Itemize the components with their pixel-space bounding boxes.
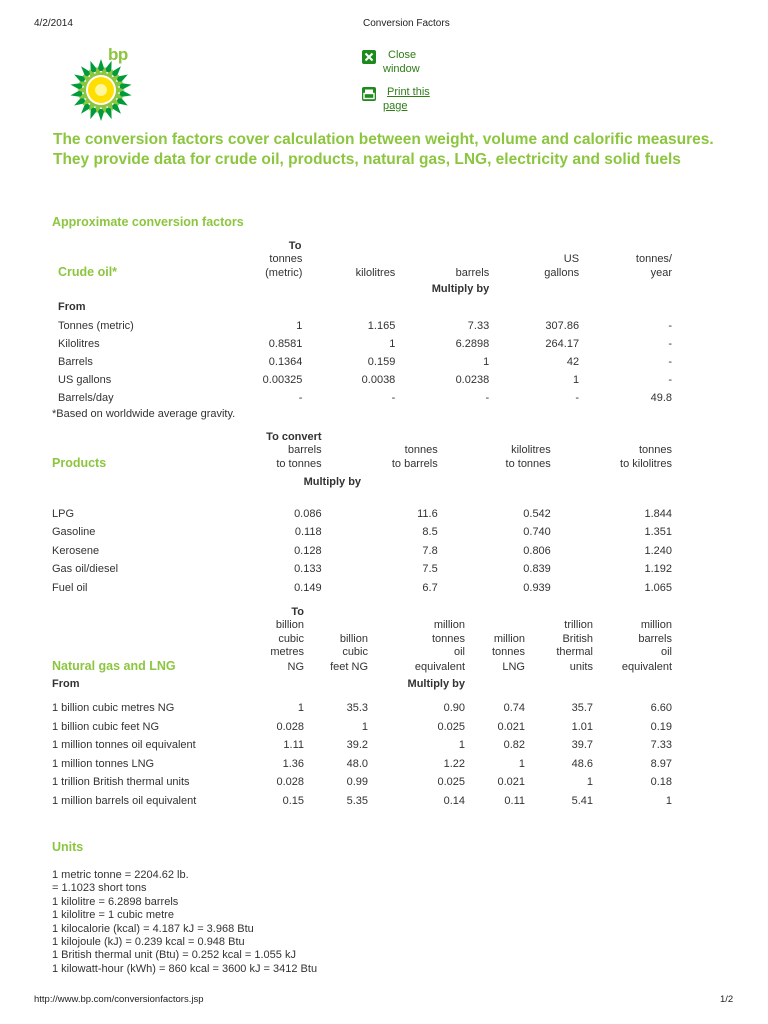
table-cell: 0.542	[523, 507, 551, 520]
printer-icon	[362, 87, 376, 101]
table-row	[52, 333, 672, 351]
table-cell: 0.021	[497, 720, 525, 733]
table-cell: 0.159	[367, 355, 396, 368]
table-row	[52, 577, 672, 596]
natgas-col-header: metres	[270, 646, 304, 659]
natgas-col-header: barrels	[638, 632, 672, 645]
products-col-header: to kilolitres	[620, 457, 672, 470]
table-cell: 11.6	[417, 507, 438, 520]
products-to-convert-label: To convert	[266, 431, 322, 443]
crude-oil-title: Crude oil*	[58, 264, 118, 279]
table-cell: 0.99	[346, 776, 368, 789]
table-cell: 1.844	[644, 507, 672, 520]
products-col-header: kilolitres	[511, 444, 551, 457]
table-cell: 7.33	[467, 319, 490, 332]
table-cell: 1	[361, 720, 368, 733]
crude-row-label: Barrels	[58, 355, 93, 368]
products-table	[52, 431, 672, 595]
natgas-col-header: tonnes	[431, 632, 465, 645]
table-cell: -	[391, 391, 396, 404]
table-cell: 0.149	[294, 581, 322, 594]
natgas-multiply-by: Multiply by	[407, 678, 465, 691]
crude-row-label: Barrels/day	[58, 391, 114, 404]
table-cell: 48.6	[571, 757, 593, 770]
table-cell: 1	[572, 373, 580, 386]
products-row-label: Gas oil/diesel	[52, 563, 119, 576]
table-cell: -	[668, 337, 672, 350]
bp-logo-text: bp	[108, 45, 128, 64]
crude-col-header: US	[563, 253, 580, 266]
table-cell: 49.8	[650, 391, 672, 404]
crude-col-header: (metric)	[265, 266, 303, 279]
table-row	[52, 314, 672, 333]
table-cell: 0.74	[503, 702, 525, 715]
products-title: Products	[52, 455, 107, 470]
table-cell: 1	[665, 794, 672, 807]
table-cell: 1.22	[443, 757, 465, 770]
table-cell: 1	[389, 337, 396, 350]
close-window-line2: window	[383, 62, 420, 75]
table-cell: 0.118	[294, 526, 322, 539]
crude-col-header	[302, 253, 395, 266]
table-cell: 0.19	[650, 720, 672, 733]
table-cell: 7.5	[422, 563, 438, 576]
table-cell: 1	[296, 319, 303, 332]
natgas-row-label: 1 million barrels oil equivalent	[52, 794, 197, 807]
table-cell: 0.025	[437, 776, 465, 789]
table-row	[52, 789, 672, 808]
table-row	[52, 771, 672, 790]
table-cell: 0.086	[294, 507, 322, 520]
crude-oil-table	[52, 240, 672, 405]
close-window-link[interactable]	[362, 49, 442, 79]
table-cell: 1.351	[644, 526, 672, 539]
crude-col-header: tonnes/	[635, 253, 672, 266]
approx-factors-title: Approximate conversion factors	[52, 215, 244, 229]
crude-col-header: gallons	[544, 266, 580, 279]
table-cell: 0.11	[504, 794, 525, 807]
table-cell: 7.8	[422, 544, 438, 557]
crude-to-label: To	[288, 240, 302, 252]
table-cell: 8.97	[650, 757, 672, 770]
natgas-col-header	[465, 619, 525, 632]
natgas-col-header: feet NG	[330, 660, 368, 673]
natgas-col-header: cubic	[342, 646, 368, 659]
table-cell: 0.025	[437, 720, 465, 733]
natgas-row-label: 1 billion cubic feet NG	[52, 720, 159, 733]
units-line: 1 kilocalorie (kcal) = 4.187 kJ = 3.968 Btu	[52, 922, 254, 935]
table-cell: -	[668, 355, 672, 368]
products-row-label: Fuel oil	[52, 581, 88, 594]
table-cell: 6.7	[422, 581, 438, 594]
table-cell: 0.128	[294, 544, 322, 557]
table-cell: 0.021	[497, 776, 525, 789]
crude-row-label: Kilolitres	[58, 337, 100, 350]
table-cell: 1	[483, 355, 490, 368]
print-footer-page: 1/2	[720, 994, 734, 1005]
units-title: Units	[52, 840, 84, 854]
table-cell: 0.15	[282, 794, 304, 807]
print-page-link[interactable]	[362, 86, 442, 116]
table-cell: 35.3	[346, 702, 368, 715]
crude-footnote: *Based on worldwide average gravity.	[52, 408, 236, 420]
table-cell: 6.60	[650, 702, 672, 715]
table-cell: 0.8581	[268, 337, 303, 350]
natgas-col-header: million	[493, 632, 525, 645]
natgas-col-header: LNG	[502, 660, 525, 673]
natgas-col-header: equivalent	[414, 660, 465, 673]
crude-col-header: year	[650, 266, 672, 279]
products-col-header: tonnes	[404, 444, 438, 457]
products-multiply-by: Multiply by	[303, 476, 362, 489]
table-cell: 5.35	[346, 794, 368, 807]
print-date: 4/2/2014	[34, 18, 73, 29]
table-cell: 0.18	[650, 776, 672, 789]
natgas-col-header: thermal	[556, 646, 593, 659]
natgas-col-header: million	[433, 619, 465, 632]
table-row	[52, 351, 672, 369]
table-cell: 264.17	[545, 337, 580, 350]
products-col-header: to tonnes	[505, 457, 551, 470]
print-page-line1: Print this	[387, 86, 430, 98]
natgas-col-header	[304, 619, 368, 632]
table-cell: 1.11	[283, 739, 304, 752]
natural-gas-table	[52, 606, 672, 808]
table-cell: 0.82	[503, 739, 525, 752]
natgas-col-header: billion	[339, 632, 368, 645]
table-cell: 1.240	[644, 544, 672, 557]
table-cell: 0.0038	[361, 373, 396, 386]
table-cell: 0.00325	[262, 373, 303, 386]
products-col-header: barrels	[287, 444, 322, 457]
products-col-header: tonnes	[638, 444, 672, 457]
natgas-row-label: 1 million tonnes oil equivalent	[52, 739, 196, 752]
table-cell: 39.7	[571, 739, 593, 752]
table-cell: 5.41	[571, 794, 593, 807]
natgas-col-header: equivalent	[621, 660, 672, 673]
products-row-label: Gasoline	[52, 526, 96, 539]
table-cell: 42	[566, 355, 580, 368]
units-line: 1 kilolitre = 1 cubic metre	[52, 909, 174, 922]
table-cell: 0.14	[443, 794, 465, 807]
table-row	[52, 734, 672, 753]
table-row	[52, 558, 672, 577]
products-col-header: to barrels	[391, 457, 438, 470]
natgas-row-label: 1 trillion British thermal units	[52, 776, 190, 789]
units-line: 1 kilolitre = 6.2898 barrels	[52, 895, 179, 908]
table-cell: 0.028	[276, 776, 304, 789]
table-row	[52, 521, 672, 540]
natgas-title: Natural gas and LNG	[52, 658, 176, 673]
products-col-header: to tonnes	[276, 457, 322, 470]
close-icon	[362, 50, 376, 64]
table-cell: 1	[518, 757, 525, 770]
table-cell: 1.192	[644, 563, 672, 576]
table-cell: 35.7	[571, 702, 593, 715]
table-cell: 0.740	[523, 526, 551, 539]
table-row	[52, 503, 672, 522]
units-line: 1 kilojoule (kJ) = 0.239 kcal = 0.948 Btu	[52, 936, 245, 949]
natgas-to-label: To	[291, 606, 304, 618]
natgas-col-header: oil	[660, 646, 672, 659]
natgas-col-header: oil	[453, 646, 465, 659]
table-cell: 0.806	[523, 544, 551, 557]
table-row	[52, 540, 672, 559]
table-row	[52, 691, 672, 715]
table-cell: 307.86	[545, 319, 580, 332]
table-cell: 1	[297, 702, 304, 715]
table-cell: 1.065	[644, 581, 672, 594]
units-line: = 1.1023 short tons	[52, 882, 147, 895]
natgas-col-header: NG	[287, 660, 304, 673]
intro-heading: The conversion factors cover calculation between weight, volume and calorific measures. They provide data for crude oil, products, natural gas, LNG, electricity and solid fuels	[53, 131, 714, 168]
close-window-line1: Close	[388, 49, 417, 61]
table-cell: 1.165	[367, 319, 396, 332]
table-cell: 1	[458, 739, 465, 752]
print-footer-url: http://www.bp.com/conversionfactors.jsp	[34, 994, 204, 1005]
table-cell: -	[485, 391, 490, 404]
natgas-col-header: trillion	[564, 619, 593, 632]
crude-col-header: kilolitres	[355, 266, 396, 279]
table-row	[52, 369, 672, 387]
table-cell: 7.33	[650, 739, 672, 752]
products-row-label: LPG	[52, 507, 75, 520]
print-page-line2: page	[383, 99, 408, 112]
crude-col-header	[395, 253, 489, 266]
natgas-col-header: cubic	[278, 632, 304, 645]
table-cell: -	[668, 373, 672, 386]
natgas-row-label: 1 million tonnes LNG	[52, 757, 155, 770]
crude-from-label: From	[58, 300, 86, 313]
crude-col-header: tonnes	[269, 253, 303, 266]
natgas-col-header: units	[569, 660, 593, 673]
crude-row-label: US gallons	[58, 373, 112, 386]
table-cell: 8.5	[422, 526, 438, 539]
table-cell: 0.90	[443, 702, 465, 715]
natgas-col-header: British	[562, 632, 593, 645]
table-cell: 0.839	[523, 563, 551, 576]
table-cell: 1.36	[282, 757, 304, 770]
crude-multiply-by: Multiply by	[431, 283, 490, 296]
units-line: 1 kilowatt-hour (kWh) = 860 kcal = 3600 kJ = 3412 Btu	[52, 962, 318, 975]
table-cell: 6.2898	[455, 337, 490, 350]
crude-row-label: Tonnes (metric)	[58, 319, 134, 332]
bp-logo	[68, 45, 134, 121]
table-cell: 1.01	[571, 720, 593, 733]
table-cell: 0.133	[294, 563, 322, 576]
table-cell: -	[575, 391, 580, 404]
units-line: 1 metric tonne = 2204.62 lb.	[52, 869, 189, 881]
table-row	[52, 715, 672, 734]
natgas-col-header: billion	[275, 619, 304, 632]
natgas-col-header: million	[640, 619, 672, 632]
table-cell: 48.0	[346, 757, 368, 770]
print-title: Conversion Factors	[363, 18, 450, 29]
table-cell: 1	[586, 776, 593, 789]
natgas-row-label: 1 billion cubic metres NG	[52, 702, 175, 715]
table-row	[52, 387, 672, 405]
units-line: 1 British thermal unit (Btu) = 0.252 kcal = 1.055 kJ	[52, 949, 296, 962]
table-cell: 0.1364	[268, 355, 303, 368]
natgas-col-header: tonnes	[491, 646, 525, 659]
table-cell: 0.028	[276, 720, 304, 733]
natgas-from-label: From	[52, 678, 80, 691]
crude-col-header: barrels	[455, 266, 490, 279]
products-row-label: Kerosene	[52, 544, 100, 557]
table-cell: -	[668, 319, 672, 332]
table-cell: -	[298, 391, 303, 404]
units-list	[52, 869, 317, 976]
table-row	[52, 752, 672, 771]
table-cell: 0.0238	[455, 373, 490, 386]
table-cell: 39.2	[346, 739, 368, 752]
table-cell: 0.939	[523, 581, 551, 594]
